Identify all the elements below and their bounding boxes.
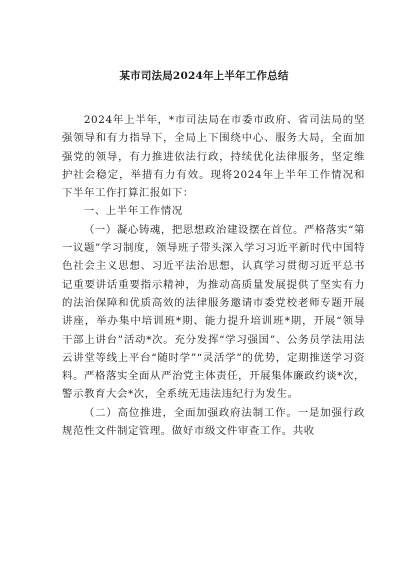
section-paragraph-1: （一）凝心铸魂，把思想政治建设摆在首位。严格落实“第一议题”学习制度，领导班子带头深入学习习近平新时代中国特色社会主义思想、习近平法治思想，认真学习贯彻习近平总书记重要讲话重要指示精神，为推动高质量发展提供了坚实有力的法治保障和优质高效的法律服务邀请市委党校老师专题开展讲座，举办集中培训班*期、能力提升培训班*期，开展“领导干部上讲台”活动*次。充分发挥“学习强国”、公务员学法用法云讲堂等线上平台“随时学”“灵活学”的优势，定期推送学习资料。严格落实全面从严治党主体责任，开展集体廉政约谈*次，警示教育大会*次，全系统无违法违纪行为发生。 [62, 223, 365, 401]
document-title: 某市司法局2024年上半年工作总结 [119, 70, 289, 82]
document-page [62, 0, 365, 580]
section-paragraph-2: （二）高位推进，全面加强政府法制工作。一是加强行政规范性文件制定管理。做好市级文件审查工作。共收 [62, 406, 365, 438]
intro-paragraph: 2024年上半年，*市司法局在市委市政府、省司法局的坚强领导和有力指导下，全局上下围绕中心、服务大局，全面加强党的领导，有力推进依法行政，持续优化法律服务，坚定维护社会稳定，举措有力有效。现将2024年上半年工作情况和下半年工作打算汇报如下： [62, 114, 365, 200]
document-body [62, 111, 365, 440]
section-heading: 一、上半年工作情况 [83, 205, 183, 218]
